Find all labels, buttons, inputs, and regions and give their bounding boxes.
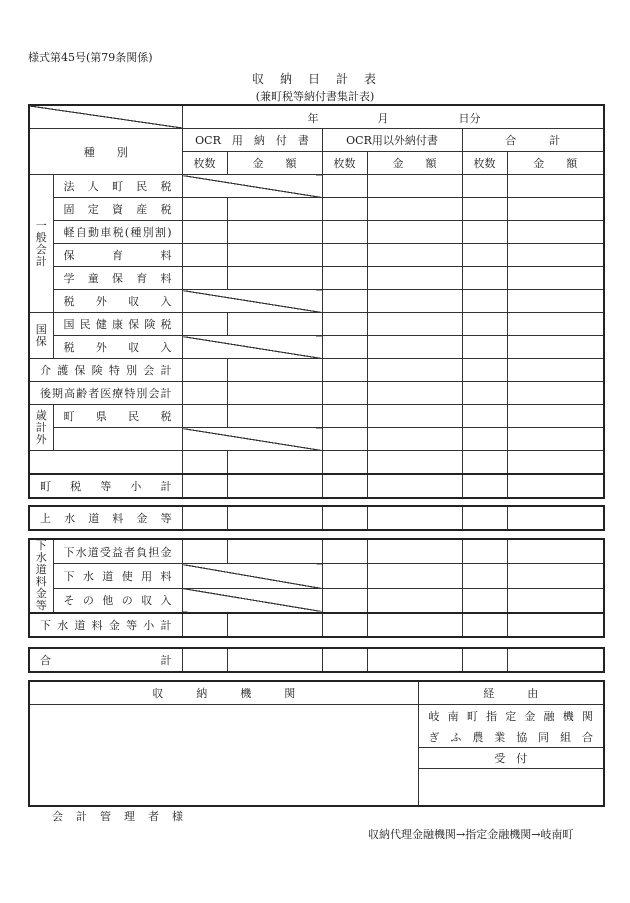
cell-total-amount[interactable]	[507, 382, 604, 405]
ocr-disabled-gesui-shiyo	[182, 564, 322, 588]
cell-nonocr-count[interactable]	[322, 221, 367, 244]
cell-total-count[interactable]	[462, 588, 507, 613]
main-table	[28, 104, 605, 499]
row-label-zeigai2: 税外収入	[53, 336, 182, 359]
cell-total-amount[interactable]	[507, 428, 604, 451]
cell-total-amount[interactable]	[507, 267, 604, 290]
cell-total-amount[interactable]	[507, 564, 604, 588]
row-label-kokuho-tax: 国民健康保険税	[53, 313, 182, 336]
cell-ocr-amount[interactable]	[227, 267, 322, 290]
cell-nonocr-amount[interactable]	[367, 405, 462, 428]
page-subtitle: (兼町税等納付書集計表)	[255, 90, 375, 103]
cell-total-count[interactable]	[462, 313, 507, 336]
row-label-gesui-shiyo: 下水道使用料	[53, 564, 182, 588]
cell-nonocr-amount[interactable]	[367, 175, 462, 198]
row-label-blank[interactable]	[53, 428, 182, 451]
cell-total-count[interactable]	[462, 267, 507, 290]
josuido-table	[28, 505, 605, 531]
cell-nonocr-amount[interactable]	[367, 336, 462, 359]
row-label-gakudo: 学童保育料	[53, 267, 182, 290]
row-label-chokenmin: 町県民税	[53, 405, 182, 428]
cell-ocr-count[interactable]	[182, 474, 227, 498]
row-label-hojin: 法人町民税	[53, 175, 182, 198]
group-saikeigai: 歳 計 外	[29, 405, 53, 451]
cell-ocr-amount[interactable]	[227, 221, 322, 244]
accountant-label: 会 計 管 理 者 様	[52, 810, 184, 823]
cell-nonocr-amount[interactable]	[367, 539, 462, 564]
row-label-koki: 後期高齢者医療特別会計	[29, 382, 182, 405]
cell-ocr-amount[interactable]	[227, 506, 322, 530]
cell-total-count[interactable]	[462, 613, 507, 637]
cell-nonocr-amount[interactable]	[367, 451, 462, 475]
cell-total-amount[interactable]	[507, 506, 604, 530]
date-month: 月	[377, 112, 389, 125]
cell-nonocr-amount[interactable]	[367, 198, 462, 221]
cell-ocr-amount[interactable]	[227, 539, 322, 564]
ocr-header: OCR 用 納 付 書	[182, 129, 322, 152]
cell-ocr-count[interactable]	[182, 221, 227, 244]
cell-ocr-count[interactable]	[182, 244, 227, 267]
cell-nonocr-amount[interactable]	[367, 267, 462, 290]
total-amount-header: 金 額	[507, 152, 604, 175]
cell-ocr-count[interactable]	[182, 313, 227, 336]
ocr-disabled-zeigai1	[182, 290, 322, 313]
row-label-gesui-juekisha: 下水道受益者負担金	[53, 539, 182, 564]
cell-nonocr-count[interactable]	[322, 613, 367, 637]
row-label-josuido: 上水道料金等	[29, 506, 182, 530]
cell-total-count[interactable]	[462, 405, 507, 428]
cell-ocr-count[interactable]	[182, 451, 227, 475]
cell-nonocr-count[interactable]	[322, 588, 367, 613]
cell-total-count[interactable]	[462, 451, 507, 475]
cell-nonocr-count[interactable]	[322, 359, 367, 382]
group-gesuido: 下 水 道 料 金 等	[29, 539, 53, 613]
cell-ocr-amount[interactable]	[227, 648, 322, 672]
date-year: 年	[307, 112, 319, 125]
cell-ocr-count[interactable]	[182, 506, 227, 530]
cell-total-amount[interactable]	[507, 198, 604, 221]
cell-nonocr-count[interactable]	[322, 451, 367, 475]
cell-nonocr-count[interactable]	[322, 267, 367, 290]
cell-total-count[interactable]	[462, 382, 507, 405]
form-number: 様式第45号(第79条関係)	[28, 51, 153, 64]
cell-total-count[interactable]	[462, 648, 507, 672]
cell-total-amount[interactable]	[507, 474, 604, 498]
ocr-disabled-gesui-other	[182, 588, 322, 613]
cell-total-amount[interactable]	[507, 221, 604, 244]
total-count-header: 枚数	[462, 152, 507, 175]
ocr-amount-header: 金 額	[227, 152, 322, 175]
cell-total-amount[interactable]	[507, 244, 604, 267]
cell-ocr-count[interactable]	[182, 539, 227, 564]
cell-nonocr-count[interactable]	[322, 564, 367, 588]
cell-total-count[interactable]	[462, 175, 507, 198]
nonocr-count-header: 枚数	[322, 152, 367, 175]
institution-field[interactable]	[29, 705, 418, 807]
date-day: 日分	[458, 112, 481, 125]
row-label-kaigo: 介護保険特別会計	[29, 359, 182, 382]
cell-nonocr-amount[interactable]	[367, 382, 462, 405]
cell-ocr-count[interactable]	[182, 198, 227, 221]
designated-bank: 岐南町指定金融機関	[418, 705, 604, 728]
cell-total-count[interactable]	[462, 359, 507, 382]
cell-total-count[interactable]	[462, 564, 507, 588]
cell-ocr-amount[interactable]	[227, 313, 322, 336]
row-label-gesui-subtotal: 下水道料金等小計	[29, 613, 182, 637]
cell-ocr-amount[interactable]	[227, 244, 322, 267]
gesuido-table	[28, 538, 605, 638]
cell-ocr-amount[interactable]	[227, 451, 322, 475]
cell-total-amount[interactable]	[507, 539, 604, 564]
cell-ocr-amount[interactable]	[227, 474, 322, 498]
cell-total-amount[interactable]	[507, 336, 604, 359]
cell-total-count[interactable]	[462, 336, 507, 359]
row-label-gesui-other: その他の収入	[53, 588, 182, 613]
ocr-disabled-blank	[182, 428, 322, 451]
group-kokuho: 国 保	[29, 313, 53, 359]
non-ocr-header: OCR用以外納付書	[322, 129, 462, 152]
cell-nonocr-count[interactable]	[322, 506, 367, 530]
cell-total-count[interactable]	[462, 221, 507, 244]
cell-nonocr-count[interactable]	[322, 474, 367, 498]
category-header: 種 別	[29, 129, 182, 175]
row-label-grand-total: 合 計	[29, 648, 182, 672]
cell-nonocr-amount[interactable]	[367, 290, 462, 313]
row-label-empty[interactable]	[29, 451, 182, 475]
cell-nonocr-count[interactable]	[322, 428, 367, 451]
cell-nonocr-amount[interactable]	[367, 564, 462, 588]
cell-nonocr-amount[interactable]	[367, 428, 462, 451]
cell-total-amount[interactable]	[507, 313, 604, 336]
cell-total-count[interactable]	[462, 474, 507, 498]
ocr-disabled-zeigai2	[182, 336, 322, 359]
flow-label: 収納代理金融機関→指定金融機関→岐南町	[368, 828, 574, 841]
cell-total-count[interactable]	[462, 290, 507, 313]
cell-total-amount[interactable]	[507, 648, 604, 672]
grand-total-table	[28, 647, 605, 673]
ocr-count-header: 枚数	[182, 152, 227, 175]
cell-ocr-count[interactable]	[182, 382, 227, 405]
cell-ocr-amount[interactable]	[227, 382, 322, 405]
cell-nonocr-count[interactable]	[322, 198, 367, 221]
cell-ocr-amount[interactable]	[227, 613, 322, 637]
row-label-zeigai1: 税外収入	[53, 290, 182, 313]
cell-nonocr-count[interactable]	[322, 313, 367, 336]
cell-total-count[interactable]	[462, 428, 507, 451]
date-cell[interactable]	[182, 105, 604, 129]
ocr-disabled-hojin	[182, 175, 322, 198]
cell-ocr-amount[interactable]	[227, 359, 322, 382]
cell-total-amount[interactable]	[507, 588, 604, 613]
cell-nonocr-count[interactable]	[322, 382, 367, 405]
cell-nonocr-amount[interactable]	[367, 474, 462, 498]
cell-ocr-count[interactable]	[182, 648, 227, 672]
cell-total-amount[interactable]	[507, 613, 604, 637]
cell-total-amount[interactable]	[507, 290, 604, 313]
ja-bank: ぎふ農業協同組合	[418, 727, 604, 748]
cell-ocr-amount[interactable]	[227, 198, 322, 221]
cell-nonocr-count[interactable]	[322, 244, 367, 267]
cell-nonocr-count[interactable]	[322, 405, 367, 428]
row-label-hoiku: 保育料	[53, 244, 182, 267]
cell-nonocr-amount[interactable]	[367, 648, 462, 672]
cell-ocr-count[interactable]	[182, 405, 227, 428]
receipt-header: 受 付	[418, 748, 604, 769]
cell-ocr-count[interactable]	[182, 359, 227, 382]
row-label-kotei: 固定資産税	[53, 198, 182, 221]
cell-nonocr-amount[interactable]	[367, 506, 462, 530]
cell-nonocr-amount[interactable]	[367, 244, 462, 267]
cell-ocr-amount[interactable]	[227, 405, 322, 428]
cell-nonocr-count[interactable]	[322, 336, 367, 359]
cell-nonocr-amount[interactable]	[367, 613, 462, 637]
cell-total-amount[interactable]	[507, 175, 604, 198]
group-general: 一 般 会 計	[29, 175, 53, 313]
cell-nonocr-amount[interactable]	[367, 359, 462, 382]
cell-nonocr-amount[interactable]	[367, 588, 462, 613]
cell-total-count[interactable]	[462, 244, 507, 267]
cell-total-count[interactable]	[462, 198, 507, 221]
receipt-field[interactable]	[418, 769, 604, 807]
institution-header: 収 納 機 関	[29, 681, 418, 705]
cell-total-count[interactable]	[462, 506, 507, 530]
cell-ocr-count[interactable]	[182, 613, 227, 637]
nonocr-amount-header: 金 額	[367, 152, 462, 175]
cell-nonocr-amount[interactable]	[367, 221, 462, 244]
footer-table	[28, 680, 605, 807]
total-header: 合 計	[462, 129, 604, 152]
cell-total-count[interactable]	[462, 539, 507, 564]
cell-total-amount[interactable]	[507, 405, 604, 428]
cell-nonocr-count[interactable]	[322, 175, 367, 198]
via-header: 経 由	[418, 681, 604, 705]
page-title: 収 納 日 計 表	[251, 72, 378, 86]
row-label-keijidosha: 軽自動車税(種別割)	[53, 221, 182, 244]
header-corner	[29, 105, 182, 129]
cell-nonocr-amount[interactable]	[367, 313, 462, 336]
cell-nonocr-count[interactable]	[322, 648, 367, 672]
cell-nonocr-count[interactable]	[322, 290, 367, 313]
cell-nonocr-count[interactable]	[322, 539, 367, 564]
cell-ocr-count[interactable]	[182, 267, 227, 290]
cell-total-amount[interactable]	[507, 359, 604, 382]
row-label-subtotal-tax: 町税等小計	[29, 474, 182, 498]
cell-total-amount[interactable]	[507, 451, 604, 475]
